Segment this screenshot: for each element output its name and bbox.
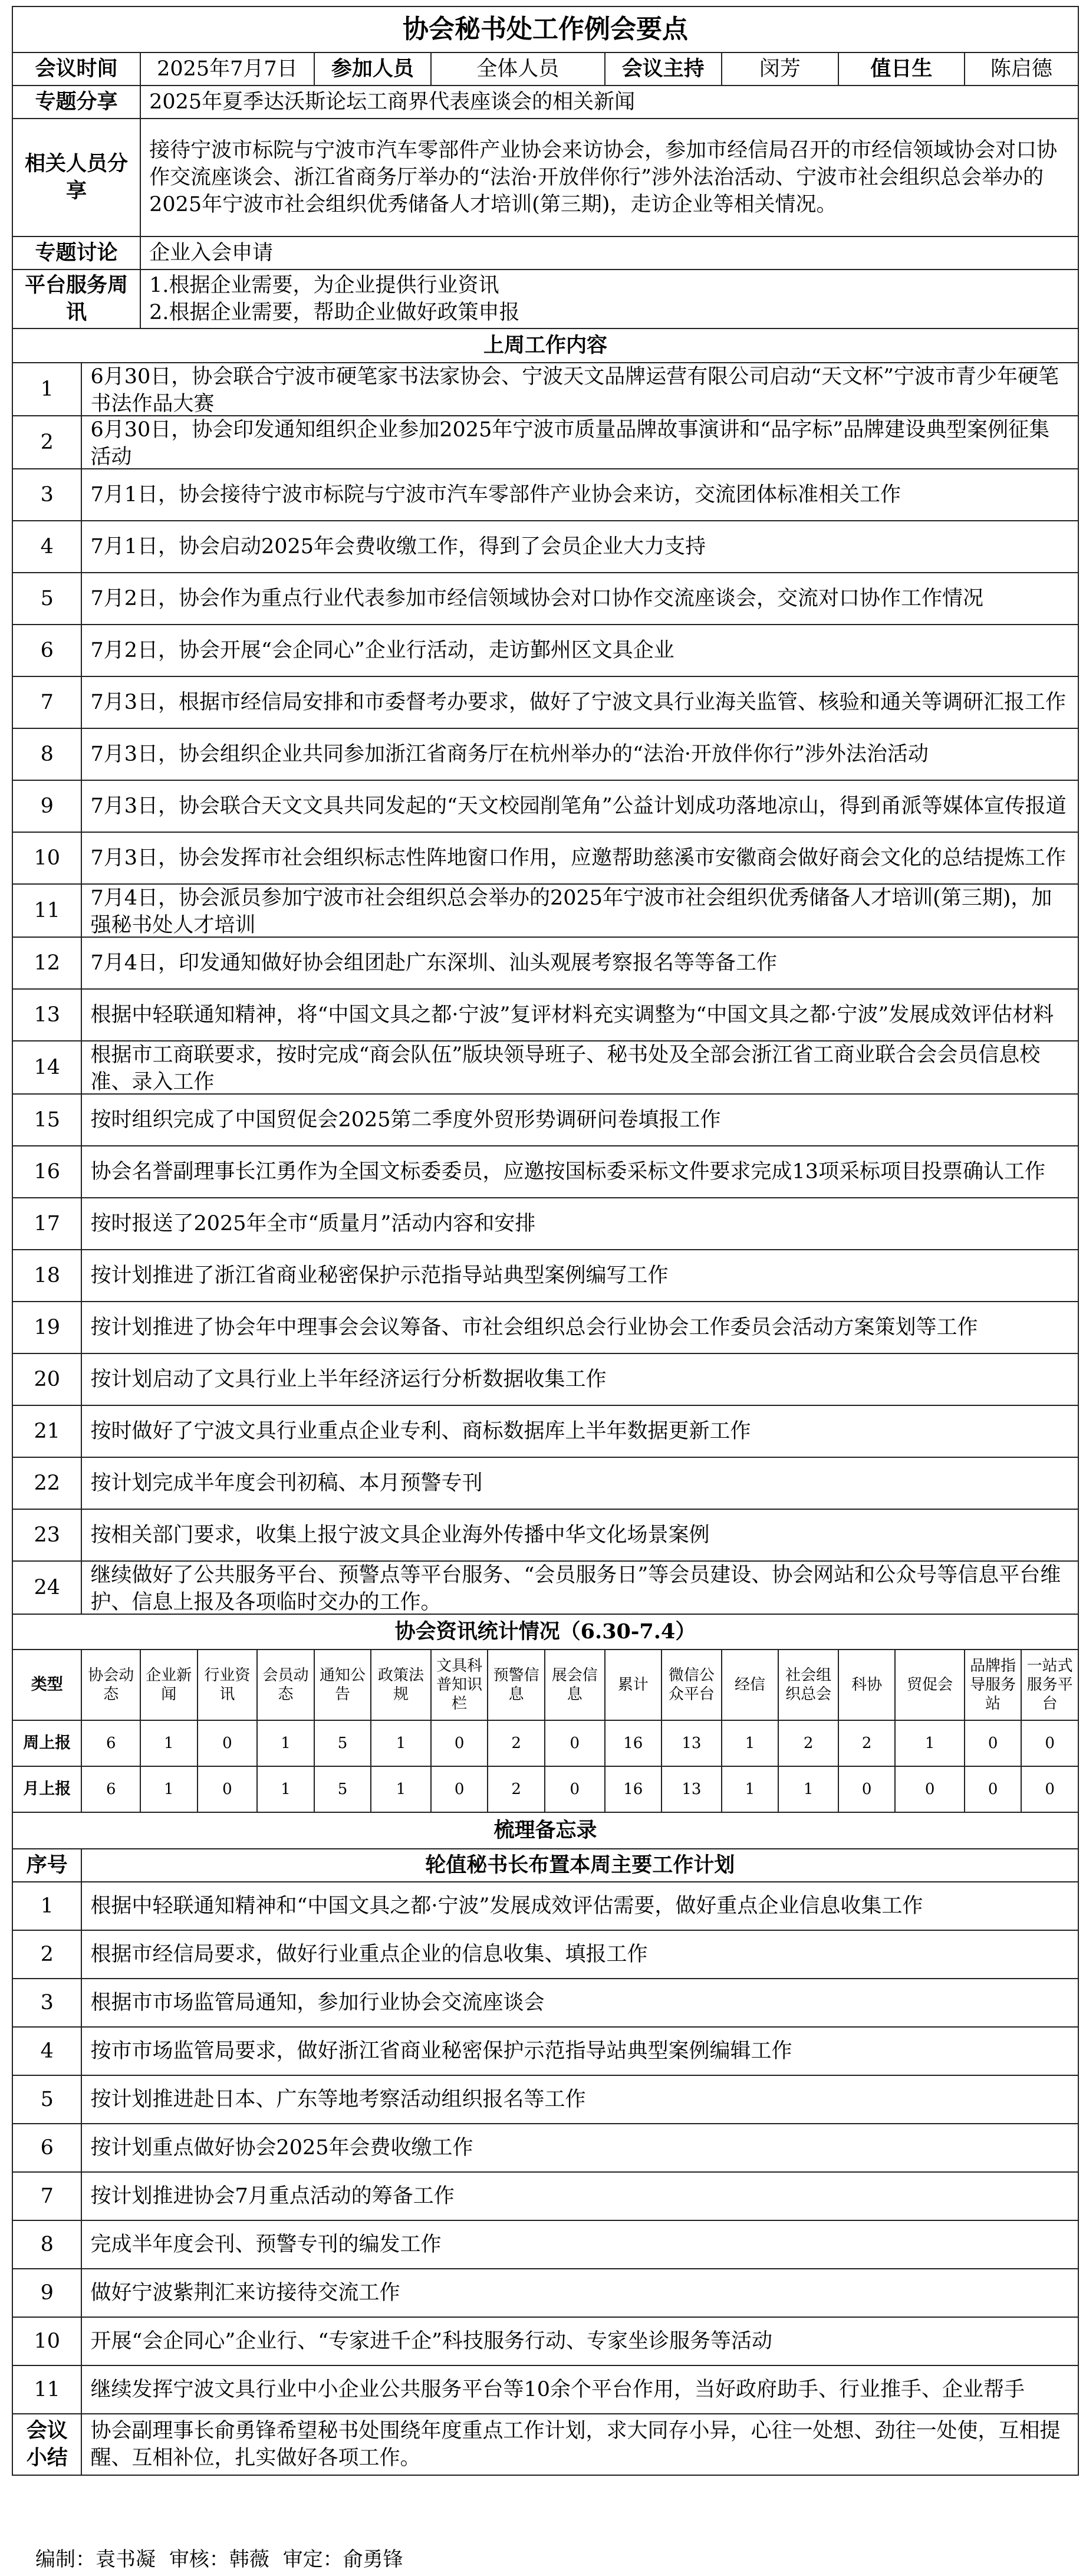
work-item-number: 24 xyxy=(12,1561,81,1614)
work-item-text xyxy=(81,1457,1078,1509)
plan-item-text-content: 做好宁波紫荆汇来访接待交流工作 xyxy=(90,2281,400,2305)
stats-column-header: 微信公众平台 xyxy=(662,1650,722,1720)
topic-discuss-row xyxy=(12,236,1078,270)
work-item-number: 14 xyxy=(12,1041,81,1094)
plan-item-text xyxy=(81,2124,1078,2172)
work-item-text xyxy=(81,1302,1078,1353)
stats-cell: 2 xyxy=(778,1720,838,1766)
stats-cell: 16 xyxy=(605,1720,662,1766)
plan-item-text xyxy=(81,2075,1078,2124)
stats-column-header: 协会动态 xyxy=(81,1650,140,1720)
summary-text: 协会副理事长俞勇锋希望秘书处围绕年度重点工作计划，求大同存小异，心往一处想、劲往一处使，互相提醒、互相补位，扎实做好各项工作。 xyxy=(81,2414,1078,2475)
work-item-row xyxy=(12,884,1078,937)
stats-header: 协会资讯统计情况（6.30-7.4） xyxy=(12,1614,1078,1650)
stats-column-header: 通知公告 xyxy=(314,1650,371,1720)
platform-line: 1.根据企业需要，为企业提供行业资讯 xyxy=(149,274,499,297)
plan-item-text-content: 根据市经信局要求，做好行业重点企业的信息收集、填报工作 xyxy=(90,1943,648,1966)
work-item-text-content: 7月1日，协会接待宁波市标院与宁波市汽车零部件产业协会来访，交流团体标准相关工作 xyxy=(90,483,901,507)
work-item-text xyxy=(81,1041,1078,1094)
memo-header: 梳理备忘录 xyxy=(12,1812,1078,1849)
stats-cell: 0 xyxy=(965,1720,1021,1766)
work-item-row xyxy=(12,1198,1078,1250)
work-item-text-content: 协会名誉副理事长江勇作为全国文标委委员，应邀按国标委采标文件要求完成13项采标项目投票确认工作 xyxy=(90,1160,1045,1184)
duty-label: 值日生 xyxy=(838,52,965,86)
stats-cell: 2 xyxy=(838,1720,895,1766)
stats-cell: 1 xyxy=(371,1766,431,1812)
editor-credit: 编制：袁书凝 xyxy=(35,2548,156,2571)
work-item-text-content: 按计划完成半年度会刊初稿、本月预警专刊 xyxy=(90,1471,483,1495)
stats-cell: 0 xyxy=(838,1766,895,1812)
work-item-number: 7 xyxy=(12,676,81,728)
stats-column-header: 科协 xyxy=(838,1650,895,1720)
work-item-text xyxy=(81,780,1078,832)
work-item-row xyxy=(12,1146,1078,1198)
work-item-text-content: 按计划推进了浙江省商业秘密保护示范指导站典型案例编写工作 xyxy=(90,1264,669,1287)
work-item-text xyxy=(81,1250,1078,1302)
work-item-text-content: 7月1日，协会启动2025年会费收缴工作，得到了会员企业大力支持 xyxy=(90,535,706,558)
host-label: 会议主持 xyxy=(605,52,722,86)
work-item-text-content: 按时做好了宁波文具行业重点企业专利、商标数据库上半年数据更新工作 xyxy=(90,1420,751,1443)
plan-item-number: 9 xyxy=(12,2269,81,2317)
plan-item-row xyxy=(12,2220,1078,2269)
stats-cell: 1 xyxy=(140,1720,197,1766)
plan-item-row xyxy=(12,2027,1078,2075)
work-item-text xyxy=(81,416,1078,469)
work-item-row xyxy=(12,521,1078,573)
work-item-number: 9 xyxy=(12,780,81,832)
plan-item-row xyxy=(12,2075,1078,2124)
work-item-row xyxy=(12,1509,1078,1561)
work-item-text-content: 继续做好了公共服务平台、预警点等平台服务、“会员服务日”等会员建设、协会网站和公众号等信息平台维护、信息上报及各项临时交办的工作。 xyxy=(90,1563,1061,1614)
stats-row-label: 周上报 xyxy=(12,1720,81,1766)
plan-item-text xyxy=(81,2317,1078,2365)
plan-item-text-content: 开展“会企同心”企业行、“专家进千企”科技服务行动、专家坐诊服务等活动 xyxy=(90,2329,773,2353)
topic-discuss-label: 专题讨论 xyxy=(12,236,140,270)
stats-cell: 0 xyxy=(1021,1720,1078,1766)
work-item-text-content: 6月30日，协会联合宁波市硬笔家书法家协会、宁波天文品牌运营有限公司启动“天文杯”宁波市青少年硬笔书法作品大赛 xyxy=(90,365,1059,415)
plan-item-number: 4 xyxy=(12,2027,81,2075)
meeting-time-value: 2025年7月7日 xyxy=(140,52,314,86)
stats-row xyxy=(12,1766,1078,1812)
work-item-number: 2 xyxy=(12,416,81,469)
stats-cell: 2 xyxy=(488,1720,544,1766)
plan-item-text-content: 按市市场监管局要求，做好浙江省商业秘密保护示范指导站典型案例编辑工作 xyxy=(90,2039,792,2063)
stats-cell: 1 xyxy=(778,1766,838,1812)
work-item-text xyxy=(81,1353,1078,1405)
work-item-text-content: 7月4日，印发通知做好协会组团赴广东深圳、汕头观展考察报名等等备工作 xyxy=(90,951,777,975)
plan-item-number: 3 xyxy=(12,1979,81,2027)
work-item-text-content: 7月4日，协会派员参加宁波市社会组织总会举办的2025年宁波市社会组织优秀储备人才培训(第三期)，加强秘书处人才培训 xyxy=(90,886,1052,937)
work-item-row xyxy=(12,989,1078,1041)
stats-cell: 0 xyxy=(965,1766,1021,1812)
work-item-text-content: 6月30日，协会印发通知组织企业参加2025年宁波市质量品牌故事演讲和“品字标”品牌建设典型案例征集活动 xyxy=(90,418,1050,468)
stats-cell: 1 xyxy=(257,1766,314,1812)
work-item-text-content: 按时组织完成了中国贸促会2025第二季度外贸形势调研问卷填报工作 xyxy=(90,1108,721,1132)
work-item-number: 1 xyxy=(12,363,81,416)
stats-row xyxy=(12,1720,1078,1766)
work-item-text-content: 根据市工商联要求，按时完成“商会队伍”版块领导班子、秘书处及全部会浙江省工商业联合会会员信息校准、录入工作 xyxy=(90,1043,1041,1093)
stats-type-label: 类型 xyxy=(12,1650,81,1720)
work-item-number: 15 xyxy=(12,1094,81,1146)
platform-label: 平台服务周讯 xyxy=(12,270,140,328)
plan-item-text xyxy=(81,2365,1078,2414)
plan-item-row xyxy=(12,1882,1078,1930)
stats-cell: 1 xyxy=(140,1766,197,1812)
plan-item-row xyxy=(12,1930,1078,1979)
platform-row xyxy=(12,270,1078,328)
reviewer-credit: 审核：韩薇 xyxy=(169,2548,269,2571)
work-item-text-content: 7月2日，协会开展“会企同心”企业行活动，走访鄞州区文具企业 xyxy=(90,639,674,662)
work-item-row xyxy=(12,676,1078,728)
work-item-number: 19 xyxy=(12,1302,81,1353)
plan-item-number: 11 xyxy=(12,2365,81,2414)
work-item-row xyxy=(12,416,1078,469)
stats-column-header: 社会组织总会 xyxy=(778,1650,838,1720)
work-item-text xyxy=(81,989,1078,1041)
stats-column-header: 贸促会 xyxy=(895,1650,964,1720)
work-item-text xyxy=(81,363,1078,416)
work-item-text-content: 7月2日，协会作为重点行业代表参加市经信领域协会对口协作交流座谈会，交流对口协作工作情况 xyxy=(90,587,983,610)
work-item-number: 21 xyxy=(12,1405,81,1457)
work-item-row xyxy=(12,832,1078,884)
work-item-row xyxy=(12,573,1078,625)
plan-item-row xyxy=(12,2124,1078,2172)
stats-column-header-row xyxy=(12,1650,1078,1720)
plan-item-text-content: 根据市市场监管局通知，参加行业协会交流座谈会 xyxy=(90,1991,545,2015)
work-item-number: 22 xyxy=(12,1457,81,1509)
work-item-row xyxy=(12,1353,1078,1405)
stats-cell: 13 xyxy=(662,1766,722,1812)
last-week-header: 上周工作内容 xyxy=(12,328,1078,363)
work-item-text xyxy=(81,832,1078,884)
work-item-text xyxy=(81,937,1078,989)
participants-value: 全体人员 xyxy=(431,52,605,86)
work-item-text-content: 7月3日，根据市经信局安排和市委督考办要求，做好了宁波文具行业海关监管、核验和通关等调研汇报工作 xyxy=(90,691,1066,714)
stats-cell: 1 xyxy=(371,1720,431,1766)
work-item-number: 5 xyxy=(12,573,81,625)
work-item-number: 16 xyxy=(12,1146,81,1198)
plan-item-number: 7 xyxy=(12,2172,81,2220)
people-share-row xyxy=(12,119,1078,236)
work-item-text-content: 7月3日，协会组织企业共同参加浙江省商务厅在杭州举办的“法治·开放伴你行”涉外法治活动 xyxy=(90,742,929,766)
work-item-number: 12 xyxy=(12,937,81,989)
meeting-time-label: 会议时间 xyxy=(12,52,140,86)
work-item-text-content: 按计划推进了协会年中理事会会议筹备、市社会组织总会行业协会工作委员会活动方案策划等工作 xyxy=(90,1316,978,1339)
work-item-text xyxy=(81,1509,1078,1561)
work-item-text xyxy=(81,521,1078,573)
plan-item-number: 6 xyxy=(12,2124,81,2172)
plan-item-row xyxy=(12,2317,1078,2365)
stats-column-header: 经信 xyxy=(722,1650,778,1720)
work-item-text-content: 7月3日，协会发挥市社会组织标志性阵地窗口作用，应邀帮助慈溪市安徽商会做好商会文化的总结提炼工作 xyxy=(90,846,1066,870)
stats-column-header: 一站式服务平台 xyxy=(1021,1650,1078,1720)
work-item-number: 10 xyxy=(12,832,81,884)
stats-cell: 5 xyxy=(314,1720,371,1766)
stats-cell: 16 xyxy=(605,1766,662,1812)
meeting-info-row xyxy=(12,52,1078,86)
summary-row xyxy=(12,2414,1078,2475)
stats-cell: 1 xyxy=(722,1720,778,1766)
work-item-row xyxy=(12,1041,1078,1094)
stats-column-header: 累计 xyxy=(605,1650,662,1720)
plan-item-row xyxy=(12,2365,1078,2414)
plan-item-text xyxy=(81,1930,1078,1979)
stats-column-header: 企业新闻 xyxy=(140,1650,197,1720)
stats-cell: 1 xyxy=(722,1766,778,1812)
stats-cell: 13 xyxy=(662,1720,722,1766)
stats-cell: 1 xyxy=(257,1720,314,1766)
stats-column-header: 展会信息 xyxy=(545,1650,605,1720)
work-item-row xyxy=(12,1250,1078,1302)
plan-item-number: 8 xyxy=(12,2220,81,2269)
stats-cell: 0 xyxy=(1021,1766,1078,1812)
topic-discuss-text: 企业入会申请 xyxy=(140,236,1078,270)
plan-item-number: 5 xyxy=(12,2075,81,2124)
stats-cell: 0 xyxy=(198,1766,258,1812)
stats-cell: 2 xyxy=(488,1766,544,1812)
work-item-row xyxy=(12,625,1078,676)
work-item-text xyxy=(81,1561,1078,1614)
plan-item-text xyxy=(81,1979,1078,2027)
work-item-text xyxy=(81,1198,1078,1250)
plan-item-number: 2 xyxy=(12,1930,81,1979)
work-item-number: 23 xyxy=(12,1509,81,1561)
plan-item-number: 1 xyxy=(12,1882,81,1930)
work-item-row xyxy=(12,1457,1078,1509)
duty-value: 陈启德 xyxy=(965,52,1078,86)
stats-column-header: 政策法规 xyxy=(371,1650,431,1720)
plan-item-text-content: 按计划推进赴日本、广东等地考察活动组织报名等工作 xyxy=(90,2088,586,2111)
stats-cell: 6 xyxy=(81,1766,140,1812)
stats-column-header: 行业资讯 xyxy=(198,1650,258,1720)
platform-text xyxy=(140,270,1078,328)
work-item-row xyxy=(12,728,1078,780)
plan-item-row xyxy=(12,2269,1078,2317)
approver-credit: 审定：俞勇锋 xyxy=(282,2548,403,2571)
stats-cell: 6 xyxy=(81,1720,140,1766)
work-item-row xyxy=(12,1561,1078,1614)
plan-item-text xyxy=(81,2220,1078,2269)
work-item-number: 3 xyxy=(12,469,81,521)
stats-column-header: 品牌指导服务站 xyxy=(965,1650,1021,1720)
work-item-text xyxy=(81,1405,1078,1457)
work-item-text xyxy=(81,1094,1078,1146)
work-item-row xyxy=(12,937,1078,989)
topic-share-label: 专题分享 xyxy=(12,86,140,119)
page-title: 协会秘书处工作例会要点 xyxy=(12,6,1078,52)
platform-line: 2.根据企业需要，帮助企业做好政策申报 xyxy=(149,301,520,324)
plan-item-text xyxy=(81,2027,1078,2075)
topic-share-text: 2025年夏季达沃斯论坛工商界代表座谈会的相关新闻 xyxy=(140,86,1078,119)
stats-cell: 0 xyxy=(198,1720,258,1766)
work-item-row xyxy=(12,363,1078,416)
stats-cell: 0 xyxy=(431,1720,488,1766)
work-item-row xyxy=(12,469,1078,521)
work-item-text xyxy=(81,884,1078,937)
plan-item-text xyxy=(81,2269,1078,2317)
work-item-number: 17 xyxy=(12,1198,81,1250)
work-item-text xyxy=(81,728,1078,780)
work-item-text-content: 7月3日，协会联合天文文具共同发起的“天文校园削笔角”公益计划成功落地凉山，得到甬派等媒体宣传报道 xyxy=(90,794,1067,818)
work-item-text xyxy=(81,1146,1078,1198)
summary-label: 会议小结 xyxy=(12,2414,81,2475)
plan-item-text-content: 根据中轻联通知精神和“中国文具之都·宁波”发展成效评估需要，做好重点企业信息收集工作 xyxy=(90,1894,923,1918)
work-item-row xyxy=(12,1405,1078,1457)
work-item-text xyxy=(81,469,1078,521)
memo-plan-header: 轮值秘书长布置本周主要工作计划 xyxy=(81,1849,1078,1882)
plan-item-text xyxy=(81,2172,1078,2220)
work-item-row xyxy=(12,1094,1078,1146)
plan-item-row xyxy=(12,2172,1078,2220)
participants-label: 参加人员 xyxy=(314,52,431,86)
plan-item-text-content: 按计划推进协会7月重点活动的筹备工作 xyxy=(90,2184,455,2208)
work-item-text-content: 根据中轻联通知精神，将“中国文具之都·宁波”复评材料充实调整为“中国文具之都·宁波”发展成效评估材料 xyxy=(90,1003,1054,1027)
signature-footer xyxy=(35,2543,410,2572)
plan-item-text-content: 继续发挥宁波文具行业中小企业公共服务平台等10余个平台作用，当好政府助手、行业推手、企业帮手 xyxy=(90,2378,1025,2401)
memo-no-label: 序号 xyxy=(12,1849,81,1882)
work-item-number: 20 xyxy=(12,1353,81,1405)
stats-column-header: 文具科普知识栏 xyxy=(431,1650,488,1720)
stats-row-label: 月上报 xyxy=(12,1766,81,1812)
work-item-text-content: 按时报送了2025年全市“质量月”活动内容和安排 xyxy=(90,1212,536,1236)
topic-share-row xyxy=(12,86,1078,119)
stats-cell: 0 xyxy=(545,1766,605,1812)
work-item-text xyxy=(81,625,1078,676)
stats-cell: 0 xyxy=(895,1766,964,1812)
memo-column-header-row xyxy=(12,1849,1078,1882)
plan-item-text-content: 按计划重点做好协会2025年会费收缴工作 xyxy=(90,2136,473,2160)
minutes-table xyxy=(12,6,1079,2476)
plan-item-text xyxy=(81,1882,1078,1930)
work-item-number: 4 xyxy=(12,521,81,573)
work-item-number: 18 xyxy=(12,1250,81,1302)
work-item-text xyxy=(81,573,1078,625)
work-item-number: 13 xyxy=(12,989,81,1041)
work-item-number: 8 xyxy=(12,728,81,780)
work-item-text-content: 按相关部门要求，收集上报宁波文具企业海外传播中华文化场景案例 xyxy=(90,1523,710,1547)
host-value: 闵芳 xyxy=(722,52,838,86)
plan-item-number: 10 xyxy=(12,2317,81,2365)
work-item-row xyxy=(12,1302,1078,1353)
work-item-text-content: 按计划启动了文具行业上半年经济运行分析数据收集工作 xyxy=(90,1368,607,1391)
stats-column-header: 预警信息 xyxy=(488,1650,544,1720)
plan-item-row xyxy=(12,1979,1078,2027)
plan-item-text-content: 完成半年度会刊、预警专刊的编发工作 xyxy=(90,2233,442,2256)
stats-cell: 5 xyxy=(314,1766,371,1812)
meeting-minutes-sheet xyxy=(12,6,1079,2476)
work-item-number: 6 xyxy=(12,625,81,676)
stats-column-header: 会员动态 xyxy=(257,1650,314,1720)
work-item-number: 11 xyxy=(12,884,81,937)
people-share-label: 相关人员分享 xyxy=(12,119,140,236)
work-item-row xyxy=(12,780,1078,832)
stats-cell: 0 xyxy=(545,1720,605,1766)
stats-cell: 1 xyxy=(895,1720,964,1766)
stats-cell: 0 xyxy=(431,1766,488,1812)
work-item-text xyxy=(81,676,1078,728)
people-share-text: 接待宁波市标院与宁波市汽车零部件产业协会来访协会，参加市经信局召开的市经信领域协会对口协作交流座谈会、浙江省商务厅举办的“法治·开放伴你行”涉外法治活动、宁波市社会组织总会举办的2025年宁波市社会组织优秀储备人才培训(第三期)，走访企业等相关情况。 xyxy=(140,119,1078,236)
